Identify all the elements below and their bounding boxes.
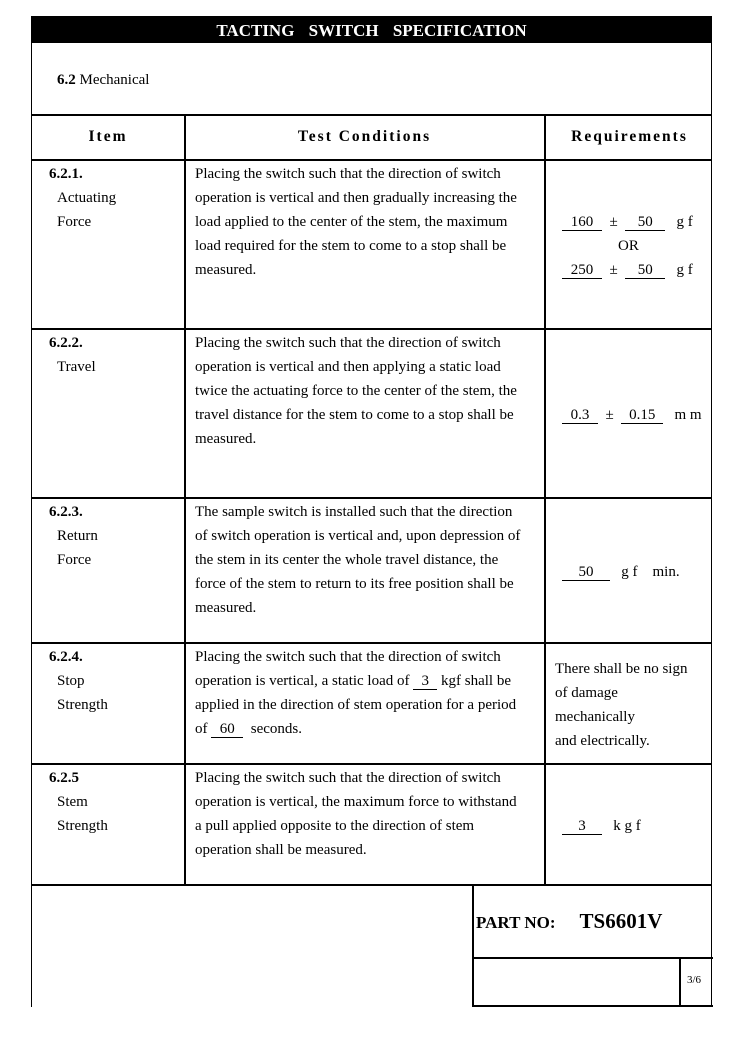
item-number: 6.2.2. bbox=[49, 335, 83, 351]
conditions-cell bbox=[195, 766, 517, 862]
requirement-cell bbox=[562, 560, 680, 584]
condition-line: operation shall be measured. bbox=[195, 842, 367, 858]
column-divider bbox=[544, 114, 546, 885]
condition-line: Placing the switch such that the direction of switch bbox=[195, 335, 501, 351]
condition-line: measured. bbox=[195, 600, 257, 616]
condition-line: Placing the switch such that the direction of switch bbox=[195, 770, 501, 786]
header-requirements: Requirements bbox=[571, 128, 688, 145]
requirement-cell bbox=[562, 210, 693, 282]
condition-line: operation is vertical and then gradually increasing the bbox=[195, 190, 517, 206]
page-box-divider bbox=[679, 957, 681, 1006]
item-number: 6.2.5 bbox=[49, 770, 79, 786]
footer-bottom-line bbox=[473, 1005, 713, 1007]
requirement-unit: m m bbox=[674, 407, 702, 423]
condition-line: travel distance for the stem to come to a stop shall be bbox=[195, 407, 514, 423]
condition-line: Placing the switch such that the direction of switch bbox=[195, 166, 501, 182]
item-number: 6.2.3. bbox=[49, 504, 83, 520]
condition-text: kgf shall be bbox=[441, 673, 511, 689]
item-cell bbox=[49, 766, 108, 838]
row-divider bbox=[32, 763, 711, 765]
item-name: Stop bbox=[57, 673, 85, 689]
row-divider bbox=[32, 328, 711, 330]
section-heading bbox=[57, 72, 149, 89]
item-name: Travel bbox=[57, 359, 96, 375]
condition-line: load required for the stem to come to a stop shall be bbox=[195, 238, 507, 254]
requirement-unit: g f bbox=[676, 214, 693, 230]
requirement-tolerance: 50 bbox=[625, 214, 665, 231]
condition-line: twice the actuating force to the center of the stem, the bbox=[195, 383, 517, 399]
item-name: Force bbox=[57, 214, 92, 230]
conditions-cell bbox=[195, 645, 516, 741]
requirement-line: mechanically bbox=[555, 709, 635, 725]
table-bottom-divider bbox=[32, 884, 711, 886]
item-name: Stem bbox=[57, 794, 88, 810]
item-cell bbox=[49, 331, 96, 379]
footer-divider bbox=[473, 957, 713, 959]
section-number: 6.2 bbox=[57, 72, 76, 88]
requirement-or: OR bbox=[618, 238, 639, 254]
spec-document bbox=[31, 16, 712, 1007]
condition-line: measured. bbox=[195, 431, 257, 447]
item-name: Strength bbox=[57, 818, 108, 834]
load-value: 3 bbox=[413, 673, 437, 690]
header-divider bbox=[32, 159, 711, 161]
requirement-tolerance: 0.15 bbox=[621, 407, 663, 424]
condition-line: Placing the switch such that the direction of switch bbox=[195, 649, 501, 665]
item-name: Force bbox=[57, 552, 92, 568]
requirement-line: of damage bbox=[555, 685, 618, 701]
requirement-value: 3 bbox=[562, 818, 602, 835]
item-number: 6.2.4. bbox=[49, 649, 83, 665]
condition-line: force of the stem to return to its free position shall be bbox=[195, 576, 514, 592]
condition-line: a pull applied opposite to the direction of stem bbox=[195, 818, 475, 834]
requirement-cell bbox=[555, 657, 687, 753]
item-name: Return bbox=[57, 528, 98, 544]
requirement-value: 160 bbox=[562, 214, 602, 231]
condition-text: of bbox=[195, 721, 208, 737]
condition-line: load applied to the center of the stem, the maximum bbox=[195, 214, 508, 230]
section-label: Mechanical bbox=[79, 72, 150, 88]
requirement-unit: g f bbox=[676, 262, 693, 278]
condition-line bbox=[195, 717, 516, 741]
condition-line: of switch operation is vertical and, upon depression of bbox=[195, 528, 521, 544]
part-number-value: TS6601V bbox=[579, 909, 663, 933]
condition-text: operation is vertical, a static load of bbox=[195, 673, 410, 689]
requirement-unit: g f bbox=[621, 564, 638, 580]
plus-minus: ± bbox=[609, 262, 618, 278]
section-divider bbox=[32, 114, 711, 116]
header-item: Item bbox=[88, 128, 128, 145]
conditions-cell bbox=[195, 162, 517, 282]
condition-line bbox=[195, 669, 516, 693]
condition-line: operation is vertical and then applying a static load bbox=[195, 359, 501, 375]
header-test-conditions: Test Conditions bbox=[297, 128, 432, 145]
part-number-block bbox=[476, 909, 662, 934]
condition-line: operation is vertical, the maximum force to withstand bbox=[195, 794, 517, 810]
requirement-line: There shall be no sign bbox=[555, 661, 688, 677]
requirement-line: and electrically. bbox=[555, 733, 650, 749]
item-cell bbox=[49, 645, 108, 717]
requirement-cell bbox=[562, 403, 702, 427]
row-divider bbox=[32, 497, 711, 499]
requirement-unit: k g f bbox=[613, 818, 641, 834]
item-cell bbox=[49, 500, 98, 572]
part-number-label: PART NO: bbox=[476, 913, 556, 932]
page-number: 3/6 bbox=[687, 974, 702, 986]
conditions-cell bbox=[195, 500, 520, 620]
row-divider bbox=[32, 642, 711, 644]
item-name: Strength bbox=[57, 697, 108, 713]
condition-line: measured. bbox=[195, 262, 257, 278]
requirement-value: 50 bbox=[562, 564, 610, 581]
requirement-value: 0.3 bbox=[562, 407, 598, 424]
time-value: 60 bbox=[211, 721, 243, 738]
requirement-tolerance: 50 bbox=[625, 262, 665, 279]
plus-minus: ± bbox=[609, 214, 618, 230]
condition-text: seconds. bbox=[250, 721, 302, 737]
condition-line: the stem in its center the whole travel distance, the bbox=[195, 552, 499, 568]
condition-line: applied in the direction of stem operation for a period bbox=[195, 697, 517, 713]
condition-line: The sample switch is installed such that the direction bbox=[195, 504, 513, 520]
requirement-suffix: min. bbox=[652, 564, 680, 580]
plus-minus: ± bbox=[605, 407, 614, 423]
conditions-cell bbox=[195, 331, 517, 451]
document-title: TACTING SWITCH SPECIFICATION bbox=[216, 21, 527, 40]
item-cell bbox=[49, 162, 116, 234]
item-name: Actuating bbox=[57, 190, 117, 206]
requirement-cell bbox=[562, 814, 641, 838]
footer-divider-vertical bbox=[472, 884, 474, 1007]
requirement-value: 250 bbox=[562, 262, 602, 279]
item-number: 6.2.1. bbox=[49, 166, 83, 182]
column-divider bbox=[184, 114, 186, 885]
